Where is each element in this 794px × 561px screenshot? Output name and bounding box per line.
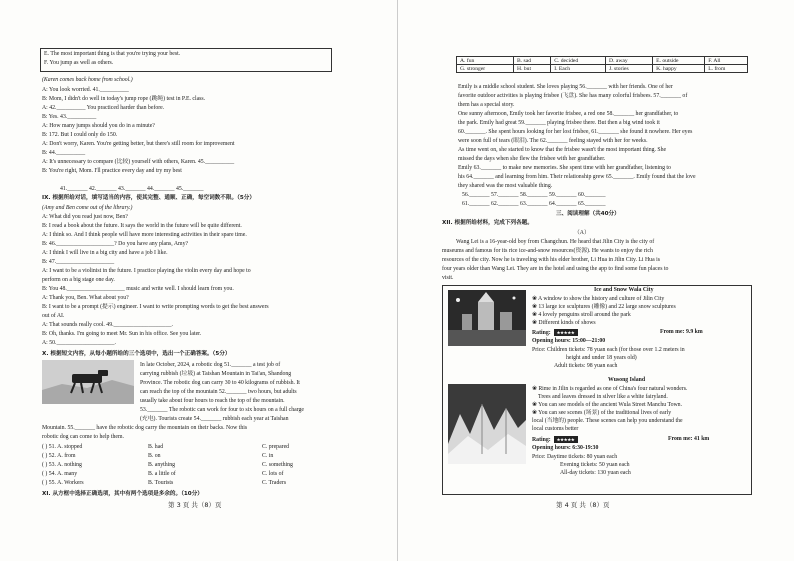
card1-hours: Opening hours: 15:00—21:00: [532, 338, 606, 344]
cloze-line: In late October, 2024, a robotic dog 51._______ a test job of: [140, 362, 281, 368]
rating-stars-icon: ★★★★★: [554, 329, 578, 336]
dialogue-line: B: Mom, I didn't do well in today's jump rope (跳绳) test in P.E. class.: [42, 96, 206, 102]
card1-feature-text: A window to show the history and culture of Jilin City: [538, 296, 665, 302]
dialogue-line: B: Oh, thanks. I'm going to meet Mr. Sun in his office. See you later.: [42, 331, 202, 337]
passage-line: One sunny afternoon, Emily took her favorite frisbee, a red one 58._______ her grandfather, to: [458, 111, 679, 117]
dialogue-line: B: I want to be a prompt (提示) engineer. I want to write prompting words to get the best answers: [42, 304, 269, 310]
dialogue-line: B: You 48.____________________ music and write well. I should learn from you.: [42, 286, 234, 292]
word-option: D. away: [606, 57, 653, 65]
card2-title: Wusong Island: [608, 377, 646, 383]
word-option: J. stories: [606, 65, 653, 73]
card1-price: height and under 18 years old): [566, 355, 637, 361]
cloze-line: robotic dog can come to help them.: [42, 434, 124, 440]
robotic-dog-photo: [42, 360, 134, 404]
answer-blanks-61-65: 61._______ 62._______ 63._______ 64._______ 65._______: [462, 201, 606, 207]
dialogue-line: A: I think I will live in a big city and have a job I like.: [42, 250, 168, 256]
passage-line: 60._______. She spent hours looking for her lost frisbee, 61._______ she found it nowhere. Her eyes: [458, 129, 693, 135]
option-54-b: B. a little of: [148, 471, 176, 477]
section-11-title: XI. 从方框中选择正确选项，其中有两个选项是多余的。（10分）: [42, 491, 203, 497]
cloze-line: Mountain. 55._______ have the robotic dog carry the mountain on their backs. Now this: [42, 425, 248, 431]
word-option: H. but: [514, 65, 551, 73]
card2-feature: ❀ You can see scenes (场景) of the traditional lives of early: [532, 410, 672, 416]
word-option: F. All: [705, 57, 748, 65]
passage-line: they shared was the most valuable thing.: [458, 183, 553, 189]
passage-line: were soon full of tears (眼泪). The 62._______ feeling stayed with her for weeks.: [458, 138, 648, 144]
rime-trees-illustration: [448, 384, 526, 464]
cloze-line: can reach the top of the mountain 52._______ two hours, but adults: [140, 389, 297, 395]
dialogue-line: B: 46.____________________? Do you have any plans, Amy?: [42, 241, 189, 247]
dialogue-line: A: 50.____________________.: [42, 340, 116, 346]
card1-feature-text: 13 large ice sculptures (雕像) and 22 large snow sculptures: [538, 304, 676, 310]
intro-line: four years older than Wang Lei. They are in the hotel and using the app to find some fun places to: [442, 266, 669, 272]
card2-distance: From me: 41 km: [668, 436, 710, 442]
cloze-line: Province. The robotic dog can carry 30 to 40 kilograms of rubbish. It: [140, 380, 300, 386]
cloze-line: (充电). Tourists create 54._______ rubbish each year at Taishan: [140, 416, 289, 422]
rating-label: Rating:: [532, 436, 551, 443]
card2-price: Price: Daytime tickets: 80 yuan each: [532, 454, 618, 460]
word-option: C. decided: [551, 57, 606, 65]
word-option: A. fun: [457, 57, 514, 65]
card2-feature: local customs better: [532, 426, 579, 432]
dialogue-line: A: That sounds really cool. 49.____________________.: [42, 322, 173, 328]
dialogue-line: B: Yes. 43.__________: [42, 114, 97, 120]
table-row: [457, 57, 748, 65]
card2-hours: Opening hours: 6:30-19:30: [532, 445, 599, 451]
passage-line: the park. Emily had great 59._______ playing frisbee there. But then a big wind took it: [458, 120, 660, 126]
card2-feature: local (当地的) people. These scenes can help you understand the: [532, 418, 683, 424]
dialogue-line: A: What did you read just now, Ben?: [42, 214, 128, 220]
option-53-a: ( ) 53. A. nothing: [42, 462, 82, 468]
wusong-island-photo: [448, 384, 526, 464]
passage-line: his 64._______ and learning from him. Their relationship grew 65._______. Emily found that the love: [458, 174, 696, 180]
card2-price: Evening tickets: 50 yuan each: [560, 462, 630, 468]
option-52-b: B. on: [148, 453, 161, 459]
option-52-c: C. in: [262, 453, 274, 459]
card1-feature: ❀ 13 large ice sculptures (雕像) and 22 large snow sculptures: [532, 304, 676, 310]
option-55-c: C. Traders: [262, 480, 287, 486]
table-row: [457, 65, 748, 73]
rating-stars-icon: ★★★★★: [554, 436, 578, 443]
page-4: [397, 0, 794, 561]
passage-line: missed the days when she flew the frisbee with her grandfather.: [458, 156, 606, 162]
page-footer: 第 3 页 共（8）页: [168, 501, 222, 509]
section-10-title: X. 根据短文内容，从每小题所给的三个选项中，选出一个正确答案。（5分）: [42, 351, 231, 357]
passage-line: As time went on, she started to know that the frisbee wasn't the most important thing. She: [458, 147, 667, 153]
word-options-table: [456, 56, 748, 73]
dialogue-line: A: I want to be a violinist in the future. I practice playing the violin every day and hope to: [42, 268, 251, 274]
card1-feature: ❀ A window to show the history and culture of Jilin City: [532, 296, 665, 302]
intro-line: Wang Lei is a 16-year-old boy from Changchun. He heard that Jilin City is the city of: [456, 239, 655, 245]
card2-feature-text: You can see scenes (场景) of the traditional lives of early: [538, 410, 672, 416]
word-option: B. sad: [514, 57, 551, 65]
dialogue-line: out of AI.: [42, 313, 65, 319]
dialogue-line: A: 42.__________ You practiced harder than before.: [42, 105, 165, 111]
option-51-c: C. prepared: [262, 444, 290, 450]
cloze-line: usually take about four hours to reach the top of the mountain.: [140, 398, 285, 404]
card1-feature-text: Different kinds of shows: [538, 320, 596, 326]
passage-line: Emily is a middle school student. She loves playing 56._______ with her friends. One of her: [458, 84, 673, 90]
dialogue-line: B: I read a book about the future. It says the world in the future will be quite different.: [42, 223, 242, 229]
option-51-a: ( ) 51. A. stopped: [42, 444, 83, 450]
cloze-line: 53._______ The robotic can work for four to six hours on a full charge: [140, 407, 304, 413]
section-9-title: IX. 根据所给对话，填写适当的内容，使其完整、通顺、正确，每空词数不限。（5分）: [42, 195, 255, 201]
option-54-a: ( ) 54. A. many: [42, 471, 78, 477]
dialogue-line: B: You're right, Mom. I'll practice every day and try my best: [42, 168, 182, 174]
card1-feature: ❀ 4 lovely penguins stroll around the park: [532, 312, 631, 318]
dialogue-line: B: 172. But I could only do 150.: [42, 132, 118, 138]
ice-snow-city-photo: [448, 290, 526, 346]
dialogue-line: A: How many jumps should you do in a minute?: [42, 123, 155, 129]
dialogue2-intro: (Amy and Ben come out of the library.): [42, 205, 133, 211]
part-3-title: 三、阅读理解（共40分）: [556, 211, 620, 217]
dialogue1-intro: (Karen comes back home from school.): [42, 77, 133, 83]
dialogue-line: A: I think so. And I think people will have more interesting activities in their spare time.: [42, 232, 247, 238]
passage-line: them has a special story.: [458, 102, 515, 108]
option-f: F. You jump as well as others.: [44, 60, 114, 66]
dialogue-line: A: Don't worry, Karen. You're getting better, but there's still room for improvement: [42, 141, 235, 147]
answer-blanks-41-45: 41._______ 42._______ 43._______ 44._______ 45._______: [60, 186, 204, 192]
option-54-c: C. lots of: [262, 471, 284, 477]
passage-a-label: （A）: [574, 230, 590, 236]
answer-blanks-56-60: 56._______ 57._______ 58._______ 59._______ 60._______: [462, 192, 606, 198]
dialogue-line: B: 44.__________: [42, 150, 86, 156]
cloze-line: carrying rubbish (垃圾) at Taishan Mountain in Tai'an, Shandong: [140, 371, 292, 377]
dialogue-line: perform on a big stage one day.: [42, 277, 115, 283]
option-55-b: B. Tourists: [148, 480, 174, 486]
word-option: L. from: [705, 65, 748, 73]
card2-price: All-day tickets: 130 yuan each: [560, 470, 631, 476]
card2-feature: ❀ You can see models of the ancient Wula Street Manchu Town.: [532, 402, 683, 408]
dialogue-line: B: 47.____________________: [42, 259, 115, 265]
word-option: K. happy: [653, 65, 705, 73]
card2-feature: Trees and leaves dressed in silver like a white fairyland.: [538, 394, 668, 400]
dialogue-line: A: Thank you, Ben. What about you?: [42, 295, 129, 301]
card2-feature-text: Rime in Jilin is regarded as one of China's four natural wonders.: [538, 386, 688, 392]
option-53-b: B. anything: [148, 462, 176, 468]
word-option: G. stronger: [457, 65, 514, 73]
intro-line: museums and famous for its rice ice-and-snow resources(资源). He wants to enjoy the rich: [442, 248, 653, 254]
card1-rating: [532, 329, 578, 337]
option-e: E. The most important thing is that you're trying your best.: [44, 51, 181, 57]
intro-line: resources of the city. Now he is traveling with his elder brother, Li Hua in Jilin City. Li Hua is: [442, 257, 660, 263]
intro-line: visit.: [442, 275, 454, 281]
option-52-a: ( ) 52. A. from: [42, 453, 76, 459]
word-option: E. outside: [653, 57, 705, 65]
section-12-title: XII. 根据所给材料，完成下列各题。: [442, 220, 533, 226]
card1-price: Price: Children tickets: 78 yuan each (for those over 1.2 meters in: [532, 347, 685, 353]
passage-line: favorite outdoor activities is playing frisbee (飞盘). She has many colorful frisbees. 57._______ of: [458, 93, 688, 99]
card2-feature: ❀ Rime in Jilin is regarded as one of China's four natural wonders.: [532, 386, 688, 392]
ice-castle-illustration: [448, 290, 526, 346]
word-option: I. Each: [551, 65, 606, 73]
card1-price: Adult tickets: 98 yuan each: [554, 363, 618, 369]
card1-distance: From me: 9.9 km: [660, 329, 703, 335]
card1-title: Ice and Snow Wala City: [594, 287, 654, 293]
dialogue-line: A: It's unnecessary to compare (比较) yourself with others, Karen. 45.__________: [42, 159, 235, 165]
option-55-a: ( ) 55. A. Workers: [42, 480, 84, 486]
page-footer: 第 4 页 共（8）页: [556, 501, 610, 509]
card1-feature: ❀ Different kinds of shows: [532, 320, 596, 326]
option-51-b: B. had: [148, 444, 164, 450]
option-53-c: C. something: [262, 462, 293, 468]
card2-rating: [532, 436, 578, 444]
card2-feature-text: You can see models of the ancient Wula Street Manchu Town.: [538, 402, 683, 408]
passage-line: Emily 63._______ to make new memories. She spent time with her grandfather, listening to: [458, 165, 671, 171]
robotic-dog-illustration: [42, 360, 134, 404]
rating-label: Rating:: [532, 329, 551, 336]
dialogue-line: A: You look worried. 41.__________: [42, 87, 129, 93]
card1-feature-text: 4 lovely penguins stroll around the park: [538, 312, 631, 318]
